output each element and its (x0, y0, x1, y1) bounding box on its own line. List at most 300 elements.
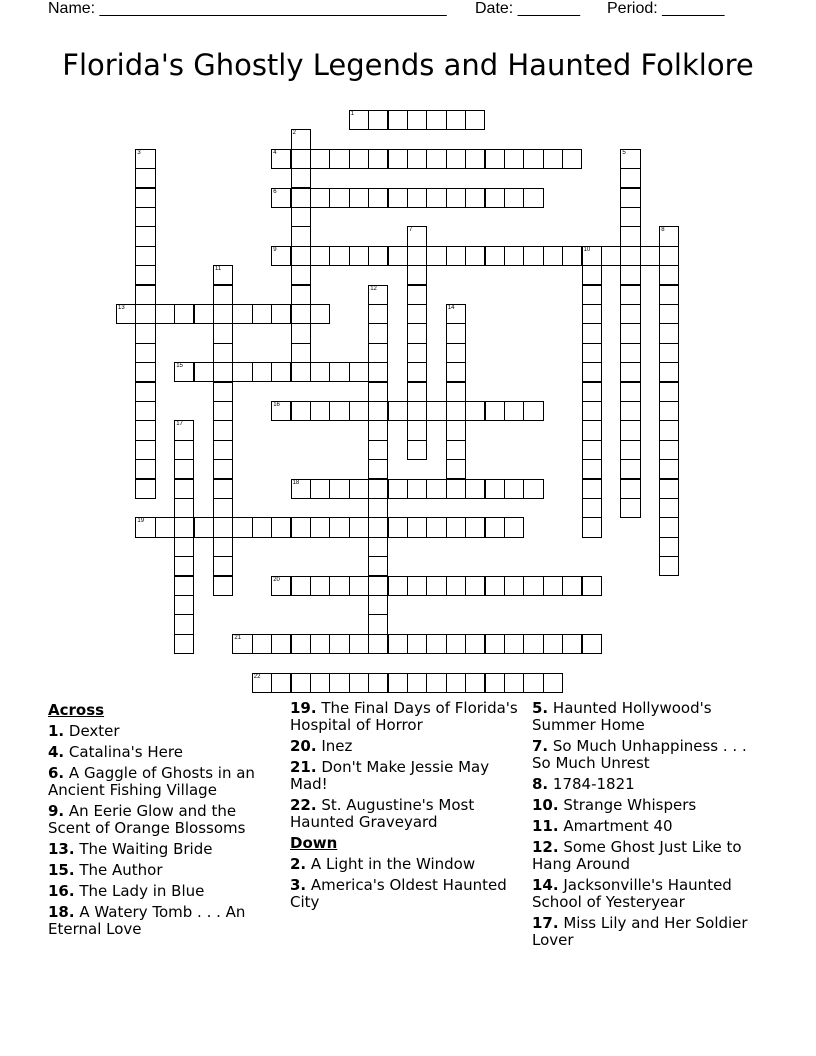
crossword-cell[interactable] (620, 343, 640, 363)
date-field[interactable]: Date: _______ (475, 0, 580, 17)
crossword-cell[interactable] (368, 110, 388, 130)
crossword-cell[interactable] (135, 362, 155, 382)
crossword-cell[interactable] (388, 149, 408, 169)
crossword-cell[interactable] (446, 459, 466, 479)
crossword-cell[interactable] (659, 479, 679, 499)
crossword-cell[interactable] (659, 382, 679, 402)
crossword-cell[interactable] (349, 110, 369, 130)
crossword-cell[interactable] (174, 459, 194, 479)
crossword-cell[interactable] (407, 246, 427, 266)
crossword-cell[interactable] (116, 304, 136, 324)
crossword-cell[interactable] (174, 420, 194, 440)
crossword-cell[interactable] (582, 459, 602, 479)
crossword-cell[interactable] (368, 517, 388, 537)
crossword-cell[interactable] (310, 479, 330, 499)
crossword-cell[interactable] (252, 362, 272, 382)
crossword-cell[interactable] (213, 285, 233, 305)
crossword-cell[interactable] (368, 673, 388, 693)
crossword-cell[interactable] (232, 362, 252, 382)
crossword-cell[interactable] (620, 459, 640, 479)
crossword-cell[interactable] (504, 517, 524, 537)
crossword-cell[interactable] (659, 343, 679, 363)
crossword-cell[interactable] (271, 246, 291, 266)
crossword-cell[interactable] (582, 440, 602, 460)
crossword-cell[interactable] (582, 401, 602, 421)
crossword-cell[interactable] (349, 401, 369, 421)
crossword-cell[interactable] (407, 265, 427, 285)
crossword-cell[interactable] (446, 479, 466, 499)
crossword-cell[interactable] (291, 168, 311, 188)
crossword-cell[interactable] (620, 401, 640, 421)
crossword-cell[interactable] (582, 265, 602, 285)
crossword-cell[interactable] (465, 517, 485, 537)
crossword-cell[interactable] (620, 362, 640, 382)
crossword-cell[interactable] (485, 246, 505, 266)
crossword-cell[interactable] (213, 343, 233, 363)
crossword-cell[interactable] (213, 576, 233, 596)
crossword-cell[interactable] (465, 401, 485, 421)
period-field[interactable]: Period: _______ (607, 0, 725, 17)
crossword-cell[interactable] (426, 517, 446, 537)
crossword-cell[interactable] (446, 440, 466, 460)
crossword-cell[interactable] (446, 323, 466, 343)
crossword-cell[interactable] (446, 382, 466, 402)
crossword-cell[interactable] (620, 304, 640, 324)
crossword-cell[interactable] (194, 362, 214, 382)
crossword-cell[interactable] (368, 343, 388, 363)
crossword-cell[interactable] (349, 673, 369, 693)
crossword-cell[interactable] (388, 479, 408, 499)
crossword-cell[interactable] (368, 440, 388, 460)
crossword-cell[interactable] (291, 304, 311, 324)
crossword-cell[interactable] (232, 517, 252, 537)
crossword-cell[interactable] (310, 304, 330, 324)
crossword-cell[interactable] (426, 401, 446, 421)
crossword-cell[interactable] (485, 188, 505, 208)
crossword-cell[interactable] (349, 188, 369, 208)
crossword-cell[interactable] (446, 343, 466, 363)
crossword-cell[interactable] (446, 110, 466, 130)
crossword-cell[interactable] (620, 285, 640, 305)
crossword-cell[interactable] (174, 362, 194, 382)
crossword-cell[interactable] (543, 246, 563, 266)
crossword-cell[interactable] (407, 401, 427, 421)
crossword-cell[interactable] (465, 188, 485, 208)
crossword-cell[interactable] (485, 479, 505, 499)
crossword-cell[interactable] (291, 207, 311, 227)
crossword-cell[interactable] (368, 382, 388, 402)
crossword-cell[interactable] (407, 323, 427, 343)
crossword-cell[interactable] (523, 401, 543, 421)
crossword-cell[interactable] (426, 479, 446, 499)
crossword-cell[interactable] (407, 362, 427, 382)
crossword-cell[interactable] (582, 362, 602, 382)
crossword-cell[interactable] (291, 265, 311, 285)
crossword-cell[interactable] (446, 304, 466, 324)
crossword-cell[interactable] (407, 673, 427, 693)
crossword-cell[interactable] (446, 517, 466, 537)
crossword-cell[interactable] (562, 634, 582, 654)
crossword-cell[interactable] (368, 614, 388, 634)
crossword-cell[interactable] (368, 246, 388, 266)
crossword-cell[interactable] (252, 673, 272, 693)
crossword-cell[interactable] (388, 401, 408, 421)
crossword-cell[interactable] (407, 517, 427, 537)
crossword-cell[interactable] (582, 576, 602, 596)
crossword-cell[interactable] (291, 576, 311, 596)
crossword-cell[interactable] (620, 382, 640, 402)
crossword-cell[interactable] (407, 304, 427, 324)
crossword-cell[interactable] (232, 634, 252, 654)
crossword-cell[interactable] (388, 517, 408, 537)
crossword-cell[interactable] (135, 149, 155, 169)
crossword-cell[interactable] (446, 576, 466, 596)
crossword-cell[interactable] (504, 634, 524, 654)
crossword-cell[interactable] (174, 595, 194, 615)
crossword-cell[interactable] (659, 285, 679, 305)
crossword-cell[interactable] (659, 265, 679, 285)
crossword-cell[interactable] (368, 498, 388, 518)
crossword-cell[interactable] (135, 188, 155, 208)
crossword-cell[interactable] (446, 401, 466, 421)
crossword-cell[interactable] (659, 246, 679, 266)
crossword-cell[interactable] (407, 382, 427, 402)
crossword-cell[interactable] (271, 634, 291, 654)
crossword-cell[interactable] (329, 634, 349, 654)
crossword-cell[interactable] (582, 246, 602, 266)
crossword-cell[interactable] (310, 246, 330, 266)
crossword-cell[interactable] (135, 246, 155, 266)
crossword-cell[interactable] (213, 420, 233, 440)
crossword-cell[interactable] (407, 576, 427, 596)
crossword-cell[interactable] (407, 110, 427, 130)
crossword-cell[interactable] (523, 673, 543, 693)
crossword-cell[interactable] (388, 188, 408, 208)
name-field[interactable]: Name: _______________________________________ (48, 0, 447, 17)
crossword-cell[interactable] (291, 285, 311, 305)
crossword-cell[interactable] (465, 149, 485, 169)
crossword-cell[interactable] (232, 304, 252, 324)
crossword-cell[interactable] (388, 246, 408, 266)
crossword-cell[interactable] (426, 246, 446, 266)
crossword-cell[interactable] (174, 440, 194, 460)
crossword-cell[interactable] (582, 343, 602, 363)
crossword-cell[interactable] (271, 576, 291, 596)
crossword-cell[interactable] (135, 226, 155, 246)
crossword-cell[interactable] (252, 634, 272, 654)
crossword-cell[interactable] (291, 517, 311, 537)
crossword-cell[interactable] (485, 401, 505, 421)
crossword-cell[interactable] (543, 673, 563, 693)
crossword-cell[interactable] (349, 362, 369, 382)
crossword-cell[interactable] (135, 168, 155, 188)
crossword-cell[interactable] (465, 479, 485, 499)
crossword-cell[interactable] (620, 498, 640, 518)
crossword-cell[interactable] (174, 576, 194, 596)
crossword-cell[interactable] (601, 246, 621, 266)
crossword-cell[interactable] (329, 576, 349, 596)
crossword-cell[interactable] (213, 479, 233, 499)
crossword-cell[interactable] (407, 420, 427, 440)
crossword-cell[interactable] (407, 440, 427, 460)
crossword-cell[interactable] (659, 498, 679, 518)
crossword-cell[interactable] (620, 168, 640, 188)
crossword-cell[interactable] (659, 537, 679, 557)
crossword-cell[interactable] (368, 420, 388, 440)
crossword-cell[interactable] (252, 304, 272, 324)
crossword-cell[interactable] (291, 129, 311, 149)
crossword-cell[interactable] (291, 226, 311, 246)
crossword-cell[interactable] (640, 246, 660, 266)
crossword-cell[interactable] (543, 149, 563, 169)
crossword-cell[interactable] (368, 362, 388, 382)
crossword-cell[interactable] (329, 188, 349, 208)
crossword-cell[interactable] (368, 556, 388, 576)
crossword-cell[interactable] (135, 401, 155, 421)
crossword-cell[interactable] (135, 382, 155, 402)
crossword-cell[interactable] (349, 246, 369, 266)
crossword-cell[interactable] (291, 246, 311, 266)
crossword-cell[interactable] (310, 634, 330, 654)
crossword-cell[interactable] (620, 265, 640, 285)
crossword-cell[interactable] (446, 634, 466, 654)
crossword-cell[interactable] (582, 304, 602, 324)
crossword-cell[interactable] (504, 673, 524, 693)
crossword-cell[interactable] (368, 459, 388, 479)
crossword-cell[interactable] (620, 323, 640, 343)
crossword-cell[interactable] (523, 634, 543, 654)
crossword-cell[interactable] (407, 479, 427, 499)
crossword-cell[interactable] (523, 246, 543, 266)
crossword-cell[interactable] (543, 634, 563, 654)
crossword-cell[interactable] (291, 362, 311, 382)
crossword-cell[interactable] (329, 149, 349, 169)
crossword-cell[interactable] (213, 498, 233, 518)
crossword-cell[interactable] (523, 576, 543, 596)
crossword-cell[interactable] (426, 634, 446, 654)
crossword-cell[interactable] (291, 673, 311, 693)
crossword-cell[interactable] (310, 362, 330, 382)
crossword-cell[interactable] (620, 226, 640, 246)
crossword-cell[interactable] (291, 634, 311, 654)
crossword-cell[interactable] (213, 459, 233, 479)
crossword-cell[interactable] (368, 537, 388, 557)
crossword-cell[interactable] (135, 440, 155, 460)
crossword-cell[interactable] (135, 285, 155, 305)
crossword-cell[interactable] (426, 673, 446, 693)
crossword-cell[interactable] (620, 207, 640, 227)
crossword-cell[interactable] (271, 149, 291, 169)
crossword-cell[interactable] (659, 362, 679, 382)
crossword-cell[interactable] (329, 479, 349, 499)
crossword-cell[interactable] (407, 188, 427, 208)
crossword-cell[interactable] (407, 285, 427, 305)
crossword-cell[interactable] (135, 479, 155, 499)
crossword-cell[interactable] (582, 517, 602, 537)
crossword-cell[interactable] (349, 149, 369, 169)
crossword-cell[interactable] (368, 188, 388, 208)
crossword-cell[interactable] (368, 479, 388, 499)
crossword-cell[interactable] (407, 343, 427, 363)
crossword-cell[interactable] (582, 285, 602, 305)
crossword-cell[interactable] (620, 479, 640, 499)
crossword-cell[interactable] (174, 614, 194, 634)
crossword-cell[interactable] (523, 188, 543, 208)
crossword-cell[interactable] (135, 304, 155, 324)
crossword-cell[interactable] (135, 343, 155, 363)
crossword-cell[interactable] (426, 576, 446, 596)
crossword-cell[interactable] (252, 517, 272, 537)
crossword-cell[interactable] (349, 634, 369, 654)
crossword-cell[interactable] (523, 149, 543, 169)
crossword-cell[interactable] (426, 110, 446, 130)
crossword-cell[interactable] (291, 323, 311, 343)
crossword-cell[interactable] (194, 517, 214, 537)
crossword-cell[interactable] (485, 517, 505, 537)
crossword-cell[interactable] (562, 576, 582, 596)
crossword-cell[interactable] (485, 634, 505, 654)
crossword-cell[interactable] (329, 401, 349, 421)
crossword-cell[interactable] (213, 362, 233, 382)
crossword-cell[interactable] (310, 149, 330, 169)
crossword-cell[interactable] (271, 673, 291, 693)
crossword-cell[interactable] (310, 401, 330, 421)
crossword-cell[interactable] (582, 323, 602, 343)
crossword-cell[interactable] (174, 537, 194, 557)
crossword-cell[interactable] (213, 265, 233, 285)
crossword-cell[interactable] (213, 556, 233, 576)
crossword-cell[interactable] (446, 362, 466, 382)
crossword-cell[interactable] (135, 459, 155, 479)
crossword-cell[interactable] (155, 517, 175, 537)
crossword-cell[interactable] (194, 304, 214, 324)
crossword-cell[interactable] (155, 304, 175, 324)
crossword-cell[interactable] (310, 517, 330, 537)
crossword-cell[interactable] (310, 188, 330, 208)
crossword-cell[interactable] (659, 440, 679, 460)
crossword-cell[interactable] (174, 517, 194, 537)
crossword-cell[interactable] (659, 556, 679, 576)
crossword-cell[interactable] (504, 576, 524, 596)
crossword-cell[interactable] (659, 420, 679, 440)
crossword-cell[interactable] (659, 459, 679, 479)
crossword-cell[interactable] (349, 517, 369, 537)
crossword-cell[interactable] (368, 323, 388, 343)
crossword-cell[interactable] (659, 517, 679, 537)
crossword-cell[interactable] (620, 188, 640, 208)
crossword-cell[interactable] (368, 595, 388, 615)
crossword-cell[interactable] (174, 634, 194, 654)
crossword-cell[interactable] (135, 323, 155, 343)
crossword-cell[interactable] (562, 149, 582, 169)
crossword-cell[interactable] (388, 634, 408, 654)
crossword-cell[interactable] (329, 673, 349, 693)
crossword-cell[interactable] (485, 673, 505, 693)
crossword-cell[interactable] (213, 382, 233, 402)
crossword-cell[interactable] (426, 149, 446, 169)
crossword-cell[interactable] (465, 673, 485, 693)
crossword-cell[interactable] (465, 110, 485, 130)
crossword-cell[interactable] (446, 188, 466, 208)
crossword-cell[interactable] (368, 149, 388, 169)
crossword-cell[interactable] (368, 401, 388, 421)
crossword-cell[interactable] (174, 479, 194, 499)
crossword-cell[interactable] (485, 576, 505, 596)
crossword-cell[interactable] (213, 323, 233, 343)
crossword-cell[interactable] (174, 498, 194, 518)
crossword-cell[interactable] (349, 576, 369, 596)
crossword-cell[interactable] (271, 188, 291, 208)
crossword-cell[interactable] (135, 265, 155, 285)
crossword-cell[interactable] (291, 401, 311, 421)
crossword-cell[interactable] (388, 673, 408, 693)
crossword-cell[interactable] (310, 673, 330, 693)
crossword-cell[interactable] (271, 401, 291, 421)
crossword-cell[interactable] (291, 149, 311, 169)
crossword-cell[interactable] (446, 673, 466, 693)
crossword-cell[interactable] (582, 479, 602, 499)
crossword-cell[interactable] (659, 226, 679, 246)
crossword-cell[interactable] (368, 285, 388, 305)
crossword-cell[interactable] (368, 576, 388, 596)
crossword-cell[interactable] (174, 304, 194, 324)
crossword-cell[interactable] (407, 634, 427, 654)
crossword-cell[interactable] (504, 246, 524, 266)
crossword-cell[interactable] (388, 110, 408, 130)
crossword-cell[interactable] (310, 576, 330, 596)
crossword-cell[interactable] (659, 401, 679, 421)
crossword-cell[interactable] (504, 401, 524, 421)
crossword-cell[interactable] (135, 517, 155, 537)
crossword-cell[interactable] (465, 246, 485, 266)
crossword-cell[interactable] (388, 576, 408, 596)
crossword-cell[interactable] (135, 420, 155, 440)
crossword-cell[interactable] (271, 517, 291, 537)
crossword-cell[interactable] (407, 226, 427, 246)
crossword-cell[interactable] (504, 149, 524, 169)
crossword-cell[interactable] (562, 246, 582, 266)
crossword-cell[interactable] (329, 362, 349, 382)
crossword-cell[interactable] (523, 479, 543, 499)
crossword-cell[interactable] (349, 479, 369, 499)
crossword-cell[interactable] (368, 634, 388, 654)
crossword-cell[interactable] (582, 420, 602, 440)
crossword-cell[interactable] (582, 634, 602, 654)
crossword-cell[interactable] (620, 246, 640, 266)
crossword-cell[interactable] (368, 304, 388, 324)
crossword-cell[interactable] (485, 149, 505, 169)
crossword-cell[interactable] (582, 498, 602, 518)
crossword-cell[interactable] (504, 188, 524, 208)
crossword-cell[interactable] (329, 246, 349, 266)
crossword-cell[interactable] (271, 304, 291, 324)
crossword-cell[interactable] (446, 149, 466, 169)
crossword-cell[interactable] (465, 634, 485, 654)
crossword-cell[interactable] (291, 188, 311, 208)
crossword-cell[interactable] (213, 304, 233, 324)
crossword-cell[interactable] (620, 440, 640, 460)
crossword-cell[interactable] (271, 362, 291, 382)
crossword-cell[interactable] (504, 479, 524, 499)
crossword-cell[interactable] (213, 517, 233, 537)
crossword-cell[interactable] (213, 440, 233, 460)
crossword-cell[interactable] (659, 304, 679, 324)
crossword-cell[interactable] (213, 401, 233, 421)
crossword-cell[interactable] (426, 188, 446, 208)
crossword-cell[interactable] (291, 479, 311, 499)
crossword-cell[interactable] (620, 420, 640, 440)
crossword-cell[interactable] (329, 517, 349, 537)
